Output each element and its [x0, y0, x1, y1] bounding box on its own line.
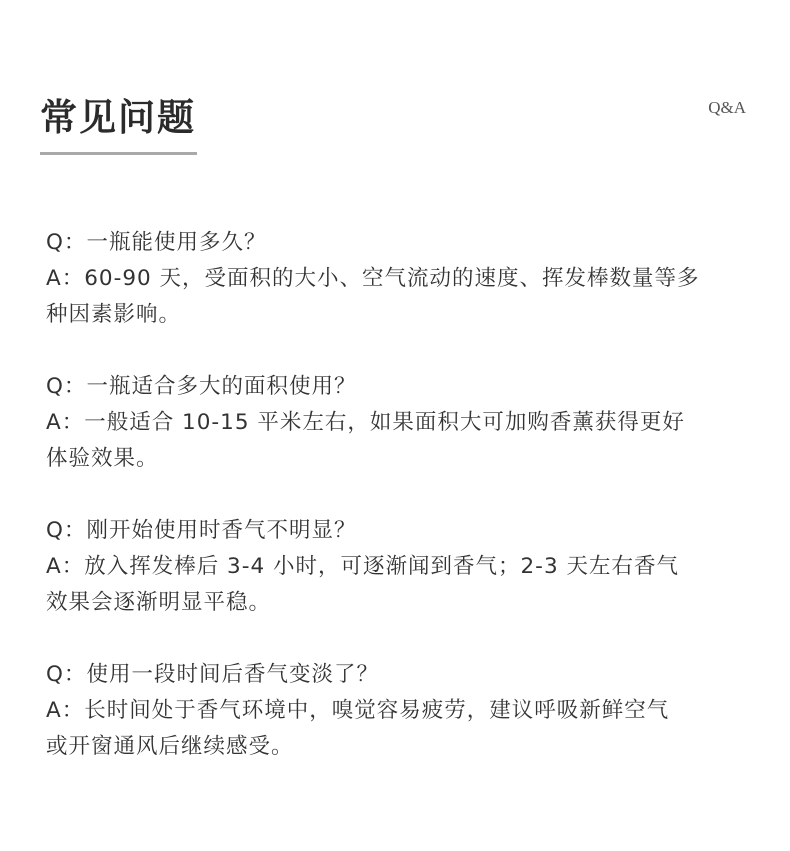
question-text: 一瓶适合多大的面积使用？	[86, 374, 357, 399]
answer-prefix: A：	[46, 410, 85, 435]
answer-text: 种因素影响。	[46, 302, 182, 327]
question-text: 刚开始使用时香气不明显？	[86, 518, 357, 543]
faq-item	[46, 513, 752, 621]
faq-answer-line	[46, 297, 752, 333]
answer-text: 60-90 天，受面积的大小、空气流动的速度、挥发棒数量等多	[84, 266, 700, 291]
faq-answer-line	[46, 549, 752, 585]
faq-answer-line	[46, 261, 752, 297]
question-text: 一瓶能使用多久？	[86, 230, 267, 255]
faq-answer-line	[46, 693, 752, 729]
answer-prefix: A：	[46, 698, 85, 723]
faq-answer-line	[46, 405, 752, 441]
faq-question	[46, 225, 752, 261]
answer-text: 一般适合 10-15 平米左右，如果面积大可加购香薰获得更好	[84, 410, 685, 435]
answer-prefix: A：	[46, 554, 85, 579]
question-prefix: Q：	[46, 662, 87, 687]
question-text: 使用一段时间后香气变淡了？	[86, 662, 379, 687]
faq-item	[46, 657, 752, 765]
answer-text: 效果会逐渐明显平稳。	[46, 590, 272, 615]
answer-text: 长时间处于香气环境中，嗅觉容易疲劳，建议呼吸新鲜空气	[84, 698, 670, 723]
answer-text: 体验效果。	[46, 446, 159, 471]
faq-question	[46, 657, 752, 693]
question-prefix: Q：	[46, 230, 87, 255]
faq-answer-line	[46, 441, 752, 477]
page-header	[40, 92, 746, 156]
answer-prefix: A：	[46, 266, 85, 291]
qa-tag: Q&A	[708, 98, 746, 117]
answer-text: 放入挥发棒后 3-4 小时，可逐渐闻到香气；2-3 天左右香气	[84, 554, 679, 579]
faq-answer-line	[46, 729, 752, 765]
answer-text: 或开窗通风后继续感受。	[46, 734, 294, 759]
faq-question	[46, 513, 752, 549]
faq-answer-line	[46, 585, 752, 621]
faq-item	[46, 369, 752, 477]
page-title: 常见问题	[40, 95, 196, 139]
faq-list	[46, 225, 752, 801]
faq-item	[46, 225, 752, 333]
question-prefix: Q：	[46, 518, 87, 543]
question-prefix: Q：	[46, 374, 87, 399]
title-underline	[40, 152, 197, 155]
faq-question	[46, 369, 752, 405]
